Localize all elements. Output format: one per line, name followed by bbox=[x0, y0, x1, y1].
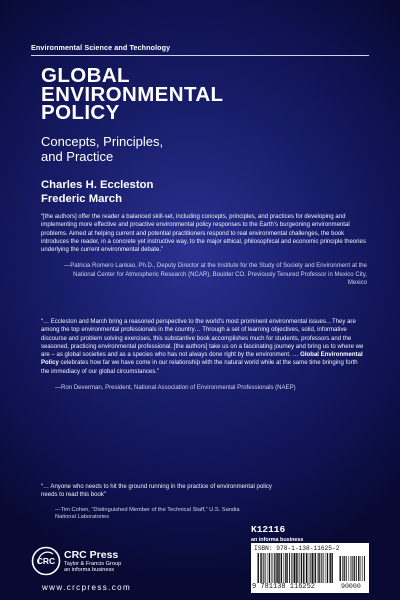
publisher-subtitle bbox=[64, 561, 121, 574]
title-line: GLOBAL bbox=[41, 64, 130, 87]
barcode-bar bbox=[325, 553, 326, 583]
barcode-bar bbox=[315, 553, 316, 583]
publisher-tagline: an informa business bbox=[64, 567, 115, 574]
quote-text-after: celebrates how far we have come in our relationship with the natural world while at the same time bringing forth the immediacy of our global circumstances.” bbox=[41, 360, 358, 375]
barcode-bar bbox=[291, 553, 292, 583]
book-authors bbox=[41, 178, 153, 206]
barcode-bar bbox=[297, 553, 298, 583]
title-line: POLICY bbox=[41, 101, 120, 124]
subtitle-line: and Practice bbox=[41, 149, 114, 164]
barcode-bar bbox=[350, 556, 351, 581]
barcode-bar bbox=[283, 553, 284, 583]
quote-book-title: Global Environmental Policy bbox=[41, 352, 363, 367]
author-name: Frederic March bbox=[41, 193, 122, 205]
barcode-bar bbox=[306, 553, 307, 583]
barcode-bar bbox=[348, 556, 349, 581]
barcode-bar bbox=[362, 556, 363, 581]
barcode-bar bbox=[276, 553, 277, 583]
book-title bbox=[41, 64, 224, 124]
barcode-bar bbox=[317, 553, 318, 583]
barcode-bar bbox=[352, 556, 353, 581]
barcode-bar bbox=[275, 553, 276, 583]
series-name: Environmental Science and Technology bbox=[31, 43, 171, 52]
barcode-bar bbox=[285, 553, 286, 583]
endorsement-quote bbox=[41, 483, 281, 522]
crc-press-logo bbox=[31, 546, 61, 576]
barcode-bar bbox=[342, 556, 343, 581]
isbn-barcode bbox=[251, 543, 369, 593]
barcode-addon-bars bbox=[339, 556, 365, 581]
barcode-bar bbox=[351, 556, 352, 581]
barcode-bar bbox=[293, 553, 294, 583]
barcode-bar bbox=[294, 553, 295, 583]
barcode-bar bbox=[260, 553, 261, 583]
barcode-bar bbox=[321, 553, 322, 583]
quote-citation: —Patricia Romero Lankao, Ph.D., Deputy Director at the Institute for the Study of Society and Environment at the National Center for Atmospheric Research (NCAR), Boulder CO. Previously Tenured Professor in Mexico City, Mexico bbox=[64, 263, 367, 287]
quote-text: “… Anyone who needs to hit the ground running in the practice of environmental policy needs to read this book” bbox=[41, 484, 272, 499]
barcode-bar bbox=[265, 553, 266, 583]
barcode-bar bbox=[296, 553, 297, 583]
barcode-bar bbox=[267, 553, 268, 583]
barcode-bar bbox=[331, 553, 332, 583]
publisher-name: CRC Press bbox=[64, 549, 119, 561]
barcode-bar bbox=[278, 553, 279, 583]
product-code: K12116 bbox=[251, 524, 286, 535]
barcode-bars bbox=[257, 553, 333, 583]
barcode-bar bbox=[344, 556, 345, 581]
barcode-bar bbox=[360, 556, 361, 581]
barcode-bar bbox=[364, 556, 365, 581]
quote-text-before: “… Eccleston and March bring a reasoned perspective to the world’s most prominent environmental issues…They are among the top environmental professionals in the country… Through a set of learning objectives, solid, informative discourse and problem solving exercises, this substantive book accomplishes much for students, professors and the seasoned, practicing environmental professional. [the authors] take us on a fascinating journey and bring us to where we are – as global societies and as a species who has not always done right by the environment. … bbox=[41, 319, 364, 359]
barcode-bar bbox=[323, 553, 324, 583]
barcode-bar bbox=[310, 553, 311, 583]
informa-tagline: an informa business bbox=[251, 537, 304, 543]
series-divider bbox=[31, 55, 369, 56]
barcode-bar bbox=[286, 553, 287, 583]
barcode-bar bbox=[356, 556, 357, 581]
barcode-bar bbox=[358, 556, 359, 581]
publisher-url: www.crcpress.com bbox=[42, 583, 132, 592]
author-name: Charles H. Eccleston bbox=[41, 179, 154, 191]
title-line: ENVIRONMENTAL bbox=[41, 82, 224, 106]
barcode-bar bbox=[269, 553, 270, 583]
barcode-bar bbox=[301, 553, 302, 583]
barcode-bar bbox=[299, 553, 300, 583]
barcode-bar bbox=[340, 556, 341, 581]
barcode-bar bbox=[327, 553, 328, 583]
barcode-bar bbox=[308, 553, 309, 583]
book-subtitle bbox=[41, 134, 163, 164]
barcode-bar bbox=[281, 553, 282, 583]
barcode-bar bbox=[263, 553, 264, 583]
isbn-text: ISBN: 978-1-138-11625-2 bbox=[254, 545, 340, 552]
quote-text: “[the authors] offer the reader a balanced skill-set, including concepts, principles, and practices for developing and implementing more effective and proactive environmental policy responses to the Earth’s burgeoning environmental problems. Aimed at helping current and potential practitioners respond to real environmental challenges, the book introduces the reader, in a concrete yet instructive way, to the major ethical, philosophical and economic principle theories underlying the current environmental debate.” bbox=[41, 214, 366, 254]
barcode-bar bbox=[361, 556, 362, 581]
barcode-bar bbox=[354, 556, 355, 581]
barcode-bar bbox=[339, 556, 340, 581]
barcode-bar bbox=[330, 553, 331, 583]
barcode-bar bbox=[258, 553, 259, 583]
quote-citation: —Ron Deverman, President, National Association of Environmental Professionals (NAEP) bbox=[55, 385, 296, 392]
barcode-bar bbox=[257, 553, 258, 583]
barcode-bar bbox=[318, 553, 319, 583]
endorsement-quote bbox=[41, 213, 367, 287]
crc-logo-mark: CRC bbox=[36, 556, 56, 566]
barcode-bar bbox=[314, 553, 315, 583]
publisher-group: Taylor & Francis Group bbox=[64, 561, 122, 567]
barcode-number: 9 781138 116252 bbox=[252, 583, 316, 591]
barcode-bar bbox=[274, 553, 275, 583]
barcode-bar bbox=[303, 553, 304, 583]
barcode-addon-number: 90000 bbox=[341, 583, 361, 590]
barcode-bar bbox=[312, 553, 313, 583]
subtitle-line: Concepts, Principles, bbox=[41, 134, 164, 149]
quote-citation: —Tim Cohen, “Distinguished Member of the Technical Staff,” U.S. Sandia National Laboratories bbox=[55, 506, 240, 521]
quote-text bbox=[41, 318, 367, 376]
barcode-bar bbox=[289, 553, 290, 583]
barcode-bar bbox=[346, 556, 347, 581]
barcode-bar bbox=[272, 553, 273, 583]
endorsement-quote bbox=[41, 318, 367, 392]
